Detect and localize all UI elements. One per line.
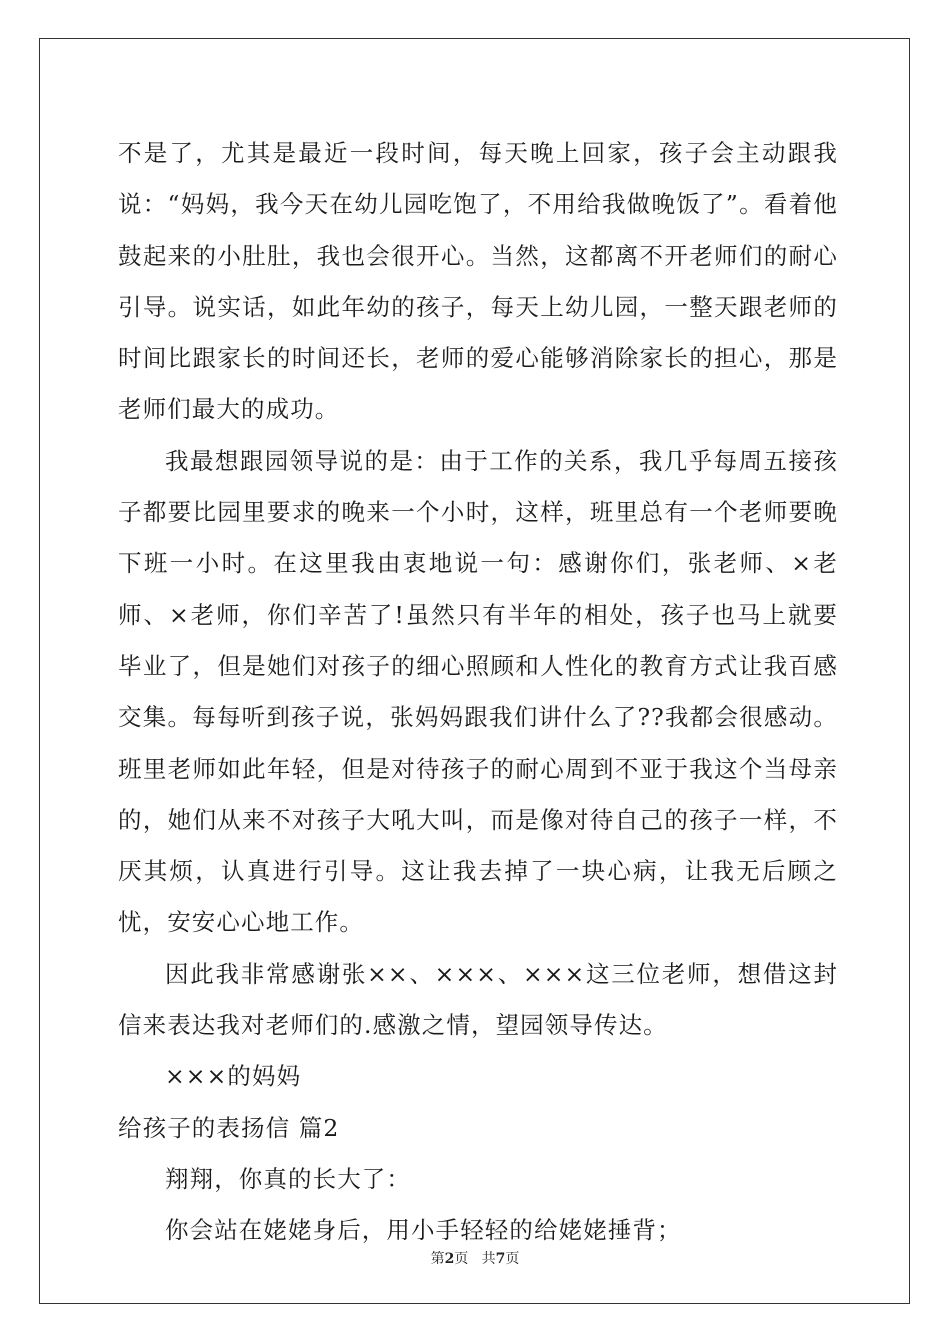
total-page-count: 7 <box>495 1251 506 1267</box>
paragraph-5: 翔翔，你真的长大了： <box>165 1164 411 1193</box>
signature-line: ×××的妈妈 <box>165 1062 302 1091</box>
section-heading: 给孩子的表扬信 篇2 <box>118 1113 340 1142</box>
document-body <box>118 128 838 1257</box>
footer-prefix: 第 <box>430 1251 445 1267</box>
footer-page-suffix: 页 <box>454 1251 469 1267</box>
paragraph-1: 不是了，尤其是最近一段时间，每天晚上回家，孩子会主动跟我说：“妈妈，我今天在幼儿园吃饱了，不用给我做晚饭了”。看着他鼓起来的小肚肚，我也会很开心。当然，这都离不开老师们的耐心引导。说实话，如此年幼的孩子，每天上幼儿园，一整天跟老师的时间比跟家长的时间还长，老师的爱心能够消除家长的担心，那是老师们最大的成功。 <box>118 139 838 424</box>
paragraph-6: 你会站在姥姥身后，用小手轻轻的给姥姥捶背； <box>165 1216 682 1245</box>
footer-total-suffix: 页 <box>505 1251 520 1267</box>
paragraph-2: 我最想跟园领导说的是：由于工作的关系，我几乎每周五接孩子都要比园里要求的晚来一个小时，这样，班里总有一个老师要晚下班一小时。在这里我由衷地说一句：感谢你们，张老师、×老师、×老师，你们辛苦了!虽然只有半年的相处，孩子也马上就要毕业了，但是她们对孩子的细心照顾和人性化的教育方式让我百感交集。每每听到孩子说，张妈妈跟我们讲什么了??我都会很感动。班里老师如此年轻，但是对待孩子的耐心周到不亚于我这个当母亲的，她们从来不对孩子大吼大叫，而是像对待自己的孩子一样，不厌其烦，认真进行引导。这让我去掉了一块心病，让我无后顾之忧，安安心心地工作。 <box>118 446 838 937</box>
current-page-number: 2 <box>444 1251 455 1267</box>
footer-total-prefix: 共 <box>481 1251 496 1267</box>
page-footer <box>0 1248 950 1268</box>
paragraph-3: 因此我非常感谢张××、×××、×××这三位老师，想借这封信来表达我对老师们的.感激之情，望园领导传达。 <box>118 959 838 1040</box>
